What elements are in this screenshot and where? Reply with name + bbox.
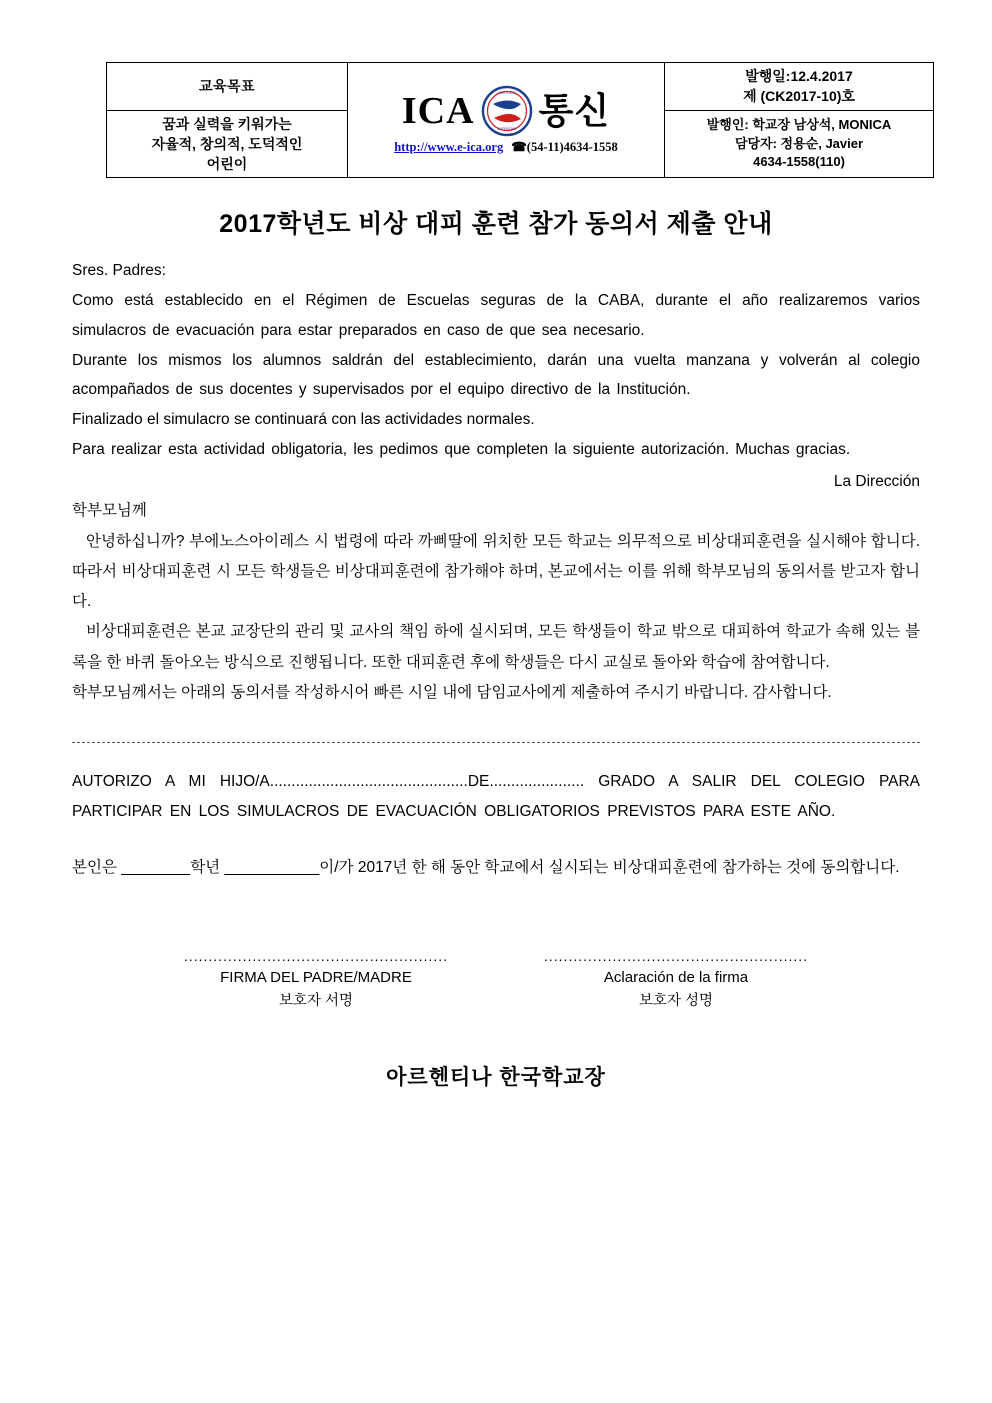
signature-label-left-kr: 보호자 서명: [278, 992, 354, 1009]
signature-label-right-kr: 보호자 성명: [638, 992, 714, 1009]
school-website-link[interactable]: http://www.e-ica.org: [394, 140, 504, 155]
cut-line-divider: [72, 742, 920, 743]
authorization-text-es: AUTORIZO A MI HIJO/A..............................................DE...................... GRADO A SALIR DEL COLEGIO PARA PARTICIPAR EN LOS SIMULACROS DE EVACUACIÓN OBLIGATORIOS PREVISTOS PARA ESTE AÑO.: [72, 773, 920, 821]
goal-line-3: 어린이: [206, 156, 248, 173]
signature-area: [72, 948, 920, 1013]
issue-info-cell: [665, 63, 934, 111]
school-logo-cell: [348, 63, 665, 178]
korean-body: [72, 496, 920, 708]
footer-principal-title: 아르헨티나 한국학교장: [386, 1065, 606, 1089]
paragraph-kr-1: 안녕하십니까? 부에노스아이레스 시 법령에 따라 까삐딸에 위치한 모든 학교는 의무적으로 비상대피훈련을 실시해야 합니다. 따라서 비상대피훈련 시 모든 학생들은 비상대피훈련에 참가해야 하며, 본교에서는 이를 위해 학부모님의 동의서를 받고자 합니다.: [72, 532, 920, 611]
publisher-name: 발행인: 학교장 남상석, MONICA: [706, 116, 892, 132]
signature-field-right[interactable]: [544, 948, 808, 1013]
spanish-body: [72, 256, 920, 496]
salutation-kr: 학부모님께: [72, 502, 147, 520]
signature-field-left[interactable]: [184, 948, 448, 1013]
signature-line-right: ......................................................: [544, 947, 809, 964]
paragraph-kr-3: 학부모님께서는 아래의 동의서를 작성하시어 빠른 시일 내에 담임교사에게 제출하여 주시기 바랍니다. 감사합니다.: [72, 683, 832, 701]
issue-number: 제 (CK2017-10)호: [743, 88, 855, 105]
paragraph-es-3: Finalizado el simulacro se continuará con las actividades normales.: [72, 411, 535, 429]
paragraph-es-1: Como está establecido en el Régimen de Escuelas seguras de la CABA, durante el año realizaremos varios simulacros de evacuación para estar preparados en caso de que sea necesario.: [72, 292, 920, 339]
paragraph-kr-2: 비상대피훈련은 본교 교장단의 관리 및 교사의 책임 하에 실시되며, 모든 학생들이 학교 밖으로 대피하여 학교가 속해 있는 블록을 한 바퀴 돌아오는 방식으로 진행됩니다. 또한 대피훈련 후에 학생들은 다시 교실로 돌아와 학습에 참여합니다.: [72, 623, 920, 671]
goal-line-1: 꿈과 실력을 키워가는: [162, 115, 292, 132]
education-goal-title: 교육목표: [107, 63, 348, 111]
goal-line-2: 자율적, 창의적, 도덕적인: [151, 135, 303, 152]
signature-label-right-es: Aclaración de la firma: [603, 968, 749, 986]
authorization-text-kr: 본인은 ________학년 ___________이/가 2017년 한 해 동안 학교에서 실시되는 비상대피훈련에 참가하는 것에 동의합니다.: [72, 859, 900, 877]
publisher-info-cell: [665, 110, 934, 178]
manager-name: 담당자: 정용순, Javier: [734, 135, 864, 151]
ica-wordmark: ICA: [401, 90, 475, 133]
paragraph-es-2: Durante los mismos los alumnos saldrán del establecimiento, darán una vuelta manzana y volverán al colegio acompañados de sus docentes y supervisados por el equipo directivo de la Institución.: [72, 351, 920, 399]
issue-date: 발행일:12.4.2017: [745, 68, 853, 84]
ica-school-emblem-icon: [481, 85, 533, 137]
salutation-es: Sres. Padres:: [72, 262, 166, 280]
signoff-es: La Dirección: [833, 472, 920, 490]
svg-text:INSTITUTO: INSTITUTO: [498, 91, 515, 96]
svg-text:ARGENTINO: ARGENTINO: [497, 127, 517, 132]
masthead-korean: 통신: [538, 90, 611, 132]
signature-label-left-es: FIRMA DEL PADRE/MADRE: [220, 968, 412, 986]
paragraph-es-4: Para realizar esta actividad obligatoria, les pedimos que completen la siguiente autorización. Muchas gracias.: [72, 440, 851, 458]
manager-phone: 4634-1558(110): [753, 154, 845, 170]
letterhead-table: [106, 62, 934, 178]
signature-line-left: ......................................................: [183, 947, 448, 964]
page-title: 2017학년도 비상 대피 훈련 참가 동의서 제출 안내: [219, 210, 773, 239]
education-goal-body: [107, 110, 348, 178]
school-phone: ☎(54-11)4634-1558: [511, 140, 618, 155]
